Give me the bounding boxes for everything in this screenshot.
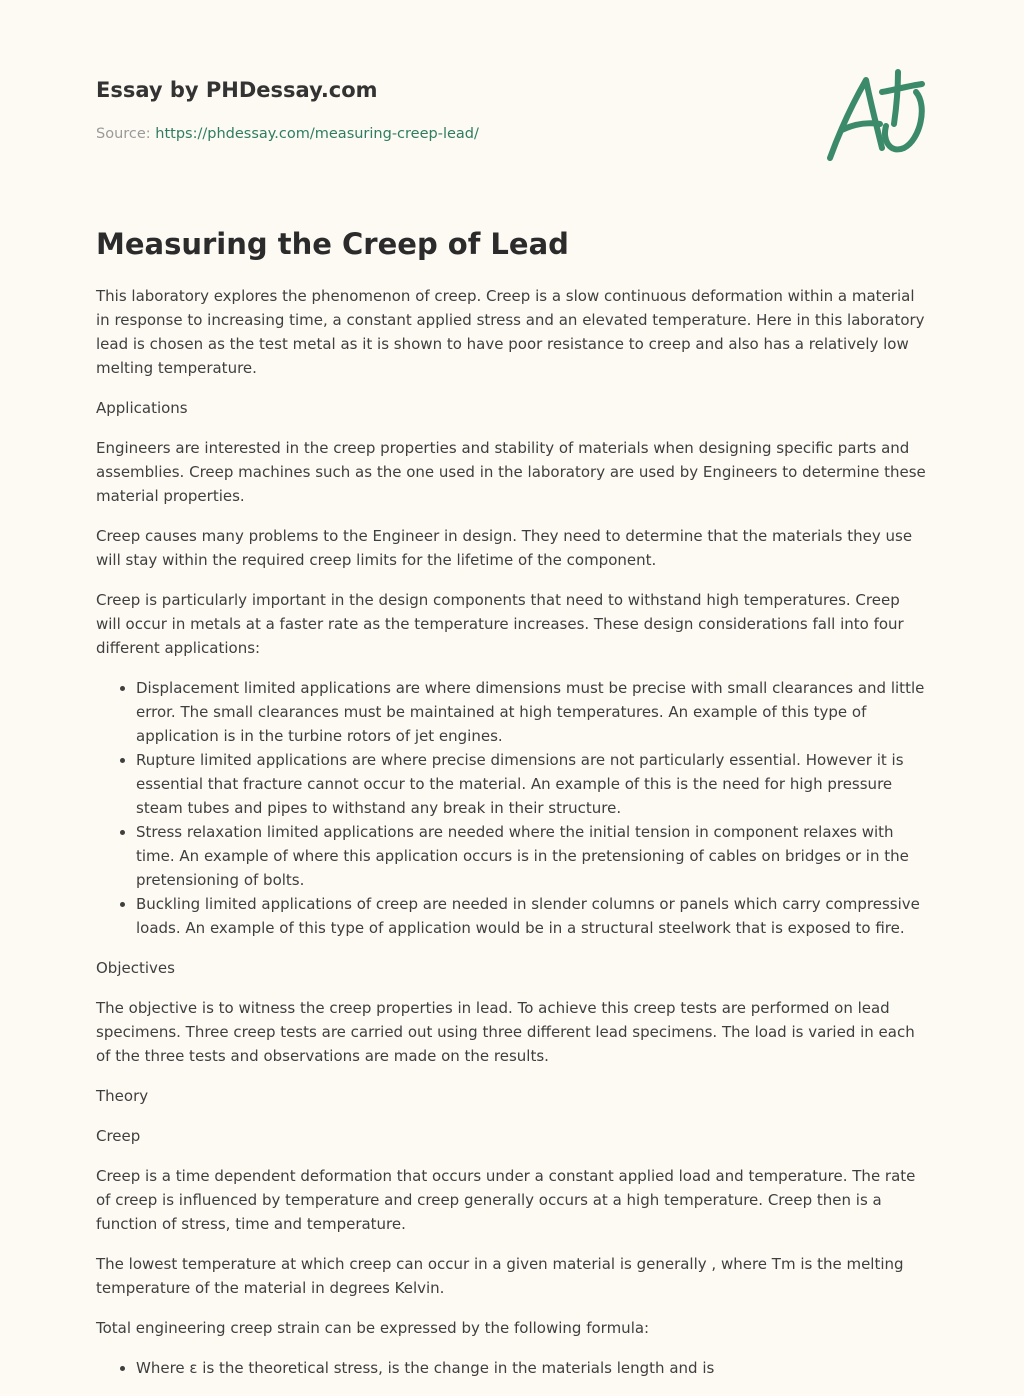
section-heading-applications: Applications [96, 399, 188, 417]
list-item: • Stress relaxation limited applications are needed where the initial tension in component relaxes with time. An example of where this application occurs is in the pretensioning of cables on bridges or in the pretensioning of bolts. [136, 820, 928, 892]
section-heading-theory: Theory [96, 1087, 149, 1105]
list-item: • Rupture limited applications are where precise dimensions are not particularly essential. However it is essential that fracture cannot occur to the material. An example of this is the need for high pressure steam tubes and pipes to withstand any break in their structure. [136, 748, 928, 820]
paragraph: The lowest temperature at which creep can occur in a given material is generally , where Tm is the melting temperature of the material in degrees Kelvin. [96, 1255, 904, 1297]
a-plus-logo-icon [820, 66, 930, 166]
list-item: • Displacement limited applications are where dimensions must be precise with small clearances and little error. The small clearances must be maintained at high temperatures. An example of this type of application is in the turbine rotors of jet engines. [136, 676, 928, 748]
applications-list [96, 676, 928, 940]
paragraph: Total engineering creep strain can be expressed by the following formula: [96, 1319, 650, 1337]
paragraph: Creep is a time dependent deformation that occurs under a constant applied load and temperature. The rate of creep is influenced by temperature and creep generally occurs at a high temperature. Creep then is a function of stress, time and temperature. [96, 1167, 916, 1233]
section-heading-creep: Creep [96, 1127, 141, 1145]
list-item: • Where ε is the theoretical stress, is the change in the materials length and is [136, 1356, 928, 1380]
source-link[interactable]: https://phdessay.com/measuring-creep-lead/ [155, 126, 479, 142]
source-label: Source: [96, 126, 156, 142]
paragraph: Engineers are interested in the creep properties and stability of materials when designing specific parts and assemblies. Creep machines such as the one used in the laboratory are used by Engineers to determine these material properties. [96, 439, 926, 505]
intro-paragraph: This laboratory explores the phenomenon of creep. Creep is a slow continuous deformation within a material in response to increasing time, a constant applied stress and an elevated temperature. Here in this laboratory lead is chosen as the test metal as it is shown to have poor resistance to creep and also has a relatively low melting temperature. [96, 287, 925, 377]
paragraph: The objective is to witness the creep properties in lead. To achieve this creep tests are performed on lead specimens. Three creep tests are carried out using three different lead specimens. The load is varied in each of the three tests and observations are made on the results. [96, 999, 915, 1065]
header-title: Essay by PHDessay.com [96, 78, 378, 102]
paragraph: Creep causes many problems to the Engineer in design. They need to determine that the materials they use will stay within the required creep limits for the lifetime of the component. [96, 527, 913, 569]
source-line [96, 124, 479, 144]
paragraph: Creep is particularly important in the design components that need to withstand high temperatures. Creep will occur in metals at a faster rate as the temperature increases. These design considerations fall into four different applications: [96, 591, 904, 657]
document-title: Measuring the Creep of Lead [96, 227, 569, 261]
list-item: • Buckling limited applications of creep are needed in slender columns or panels which carry compressive loads. An example of this type of application would be in a structural steelwork that is exposed to fire. [136, 892, 928, 940]
document-body [96, 284, 928, 1396]
formula-list [96, 1356, 928, 1380]
section-heading-objectives: Objectives [96, 959, 175, 977]
